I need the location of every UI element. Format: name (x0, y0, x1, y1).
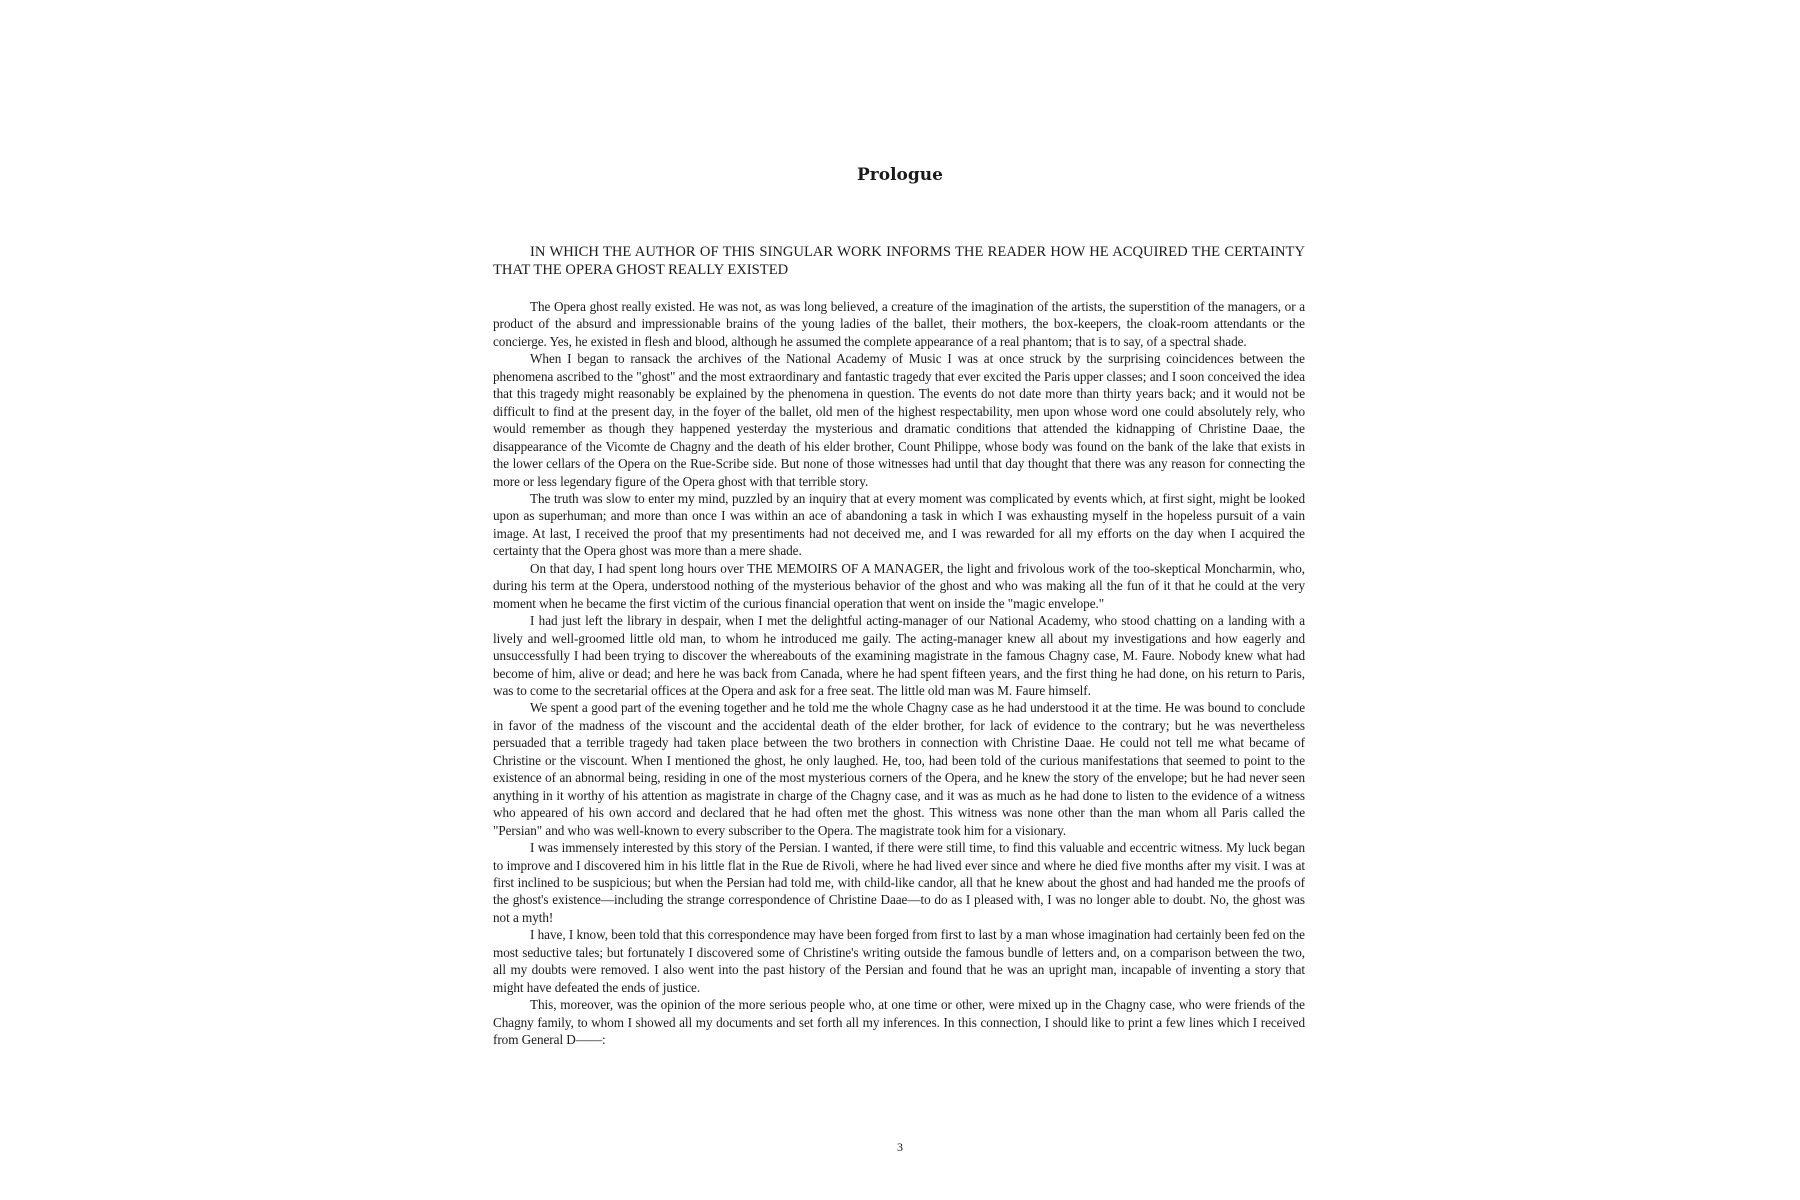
paragraph: We spent a good part of the evening together and he told me the whole Chagny case as he had understood it at the time. He was bound to conclude in favor of the madness of the viscount and the accidental death of the elder brother, for lack of evidence to the contrary; but he was nevertheless persuaded that a terrible tragedy had taken place between the two brothers in connection with Christine Daae. He could not tell me what became of Christine or the viscount. When I mentioned the ghost, he only laughed. He, too, had been told of the curious manifestations that seemed to point to the existence of an abnormal being, residing in one of the most mysterious corners of the Opera, and he knew the story of the envelope; but he had never seen anything in it worthy of his attention as magistrate in charge of the Chagny case, and it was as much as he had done to listen to the evidence of a witness who appeared of his own accord and declared that he had often met the ghost. This witness was none other than the man whom all Paris called the "Persian" and who was well-known to every subscriber to the Opera. The magistrate took him for a visionary. (493, 700, 1305, 838)
paragraph: On that day, I had spent long hours over THE MEMOIRS OF A MANAGER, the light and frivolous work of the too-skeptical Moncharmin, who, during his term at the Opera, understood nothing of the mysterious behavior of the ghost and who was making all the fun of it that he could at the very moment when he became the first victim of the curious financial operation that went on inside the "magic envelope." (493, 560, 1305, 611)
paragraph: The Opera ghost really existed. He was not, as was long believed, a creature of the imagination of the artists, the superstition of the managers, or a product of the absurd and impressionable brains of the young ladies of the ballet, their mothers, the box-keepers, the cloak-room attendants or the concierge. Yes, he existed in flesh and blood, although he assumed the complete appearance of a real phantom; that is to say, of a spectral shade. (493, 299, 1305, 349)
paragraph: I had just left the library in despair, when I met the delightful acting-manager of our National Academy, who stood chatting on a landing with a lively and well-groomed little old man, to whom he introduced me gaily. The acting-manager knew all about my investigations and how eagerly and unsuccessfully I had been trying to discover the whereabouts of the examining magistrate in the famous Chagny case, M. Faure. Nobody knew what had become of him, alive or dead; and here he was back from Canada, where he had spent fifteen years, and the first thing he had done, on his return to Paris, was to come to the secretarial offices at the Opera and ask for a free seat. The little old man was M. Faure himself. (493, 613, 1305, 698)
paragraph: When I began to ransack the archives of the National Academy of Music I was at once struck by the surprising coincidences between the phenomena ascribed to the "ghost" and the most extraordinary and fantastic tragedy that ever excited the Paris upper classes; and I soon conceived the idea that this tragedy might reasonably be explained by the phenomena in question. The events do not date more than thirty years back; and it would not be difficult to find at the present day, in the foyer of the ballet, old men of the highest respectability, men upon whose word one could absolutely rely, who would remember as though they happened yesterday the mysterious and dramatic conditions that attended the kidnapping of Christine Daae, the disappearance of the Vicomte de Chagny and the death of his elder brother, Count Philippe, whose body was found on the bank of the lake that exists in the lower cellars of the Opera on the Rue-Scribe side. But none of those witnesses had until that day thought that there was any reason for connecting the more or less legendary figure of the Opera ghost with that terrible story. (493, 351, 1305, 489)
paragraph: I have, I know, been told that this correspondence may have been forged from first to last by a man whose imagination had certainly been fed on the most seductive tales; but fortunately I discovered some of Christine's writing outside the famous bundle of letters and, on a comparison between the two, all my doubts were removed. I also went into the past history of the Persian and found that he was an upright man, incapable of inventing a story that might have defeated the ends of justice. (493, 927, 1305, 995)
body-text (493, 298, 1305, 1048)
paragraph: This, moreover, was the opinion of the more serious people who, at one time or other, were mixed up in the Chagny case, who were friends of the Chagny family, to whom I showed all my documents and set forth all my inferences. In this connection, I should like to print a few lines which I received from General D——: (493, 997, 1305, 1048)
chapter-subtitle: IN WHICH THE AUTHOR OF THIS SINGULAR WORK INFORMS THE READER HOW HE ACQUIRED THE CERTAINTY THAT THE OPERA GHOST REALLY EXISTED (493, 244, 1305, 278)
page-number: 3 (897, 1140, 903, 1154)
paragraph: I was immensely interested by this story of the Persian. I wanted, if there were still time, to find this valuable and eccentric witness. My luck began to improve and I discovered him in his little flat in the Rue de Rivoli, where he had lived ever since and where he died five months after my visit. I was at first inclined to be suspicious; but when the Persian had told me, with child-like candor, all that he knew about the ghost and had handed me the proofs of the ghost's existence—including the strange correspondence of Christine Daae—to do as I pleased with, I was no longer able to doubt. No, the ghost was not a myth! (493, 840, 1305, 925)
paragraph: The truth was slow to enter my mind, puzzled by an inquiry that at every moment was complicated by events which, at first sight, might be looked upon as superhuman; and more than once I was within an ace of abandoning a task in which I was exhausting myself in the hopeless pursuit of a vain image. At last, I received the proof that my presentiments had not deceived me, and I was rewarded for all my efforts on the day when I acquired the certainty that the Opera ghost was more than a mere shade. (493, 490, 1305, 559)
chapter-title: Prologue (857, 165, 943, 185)
